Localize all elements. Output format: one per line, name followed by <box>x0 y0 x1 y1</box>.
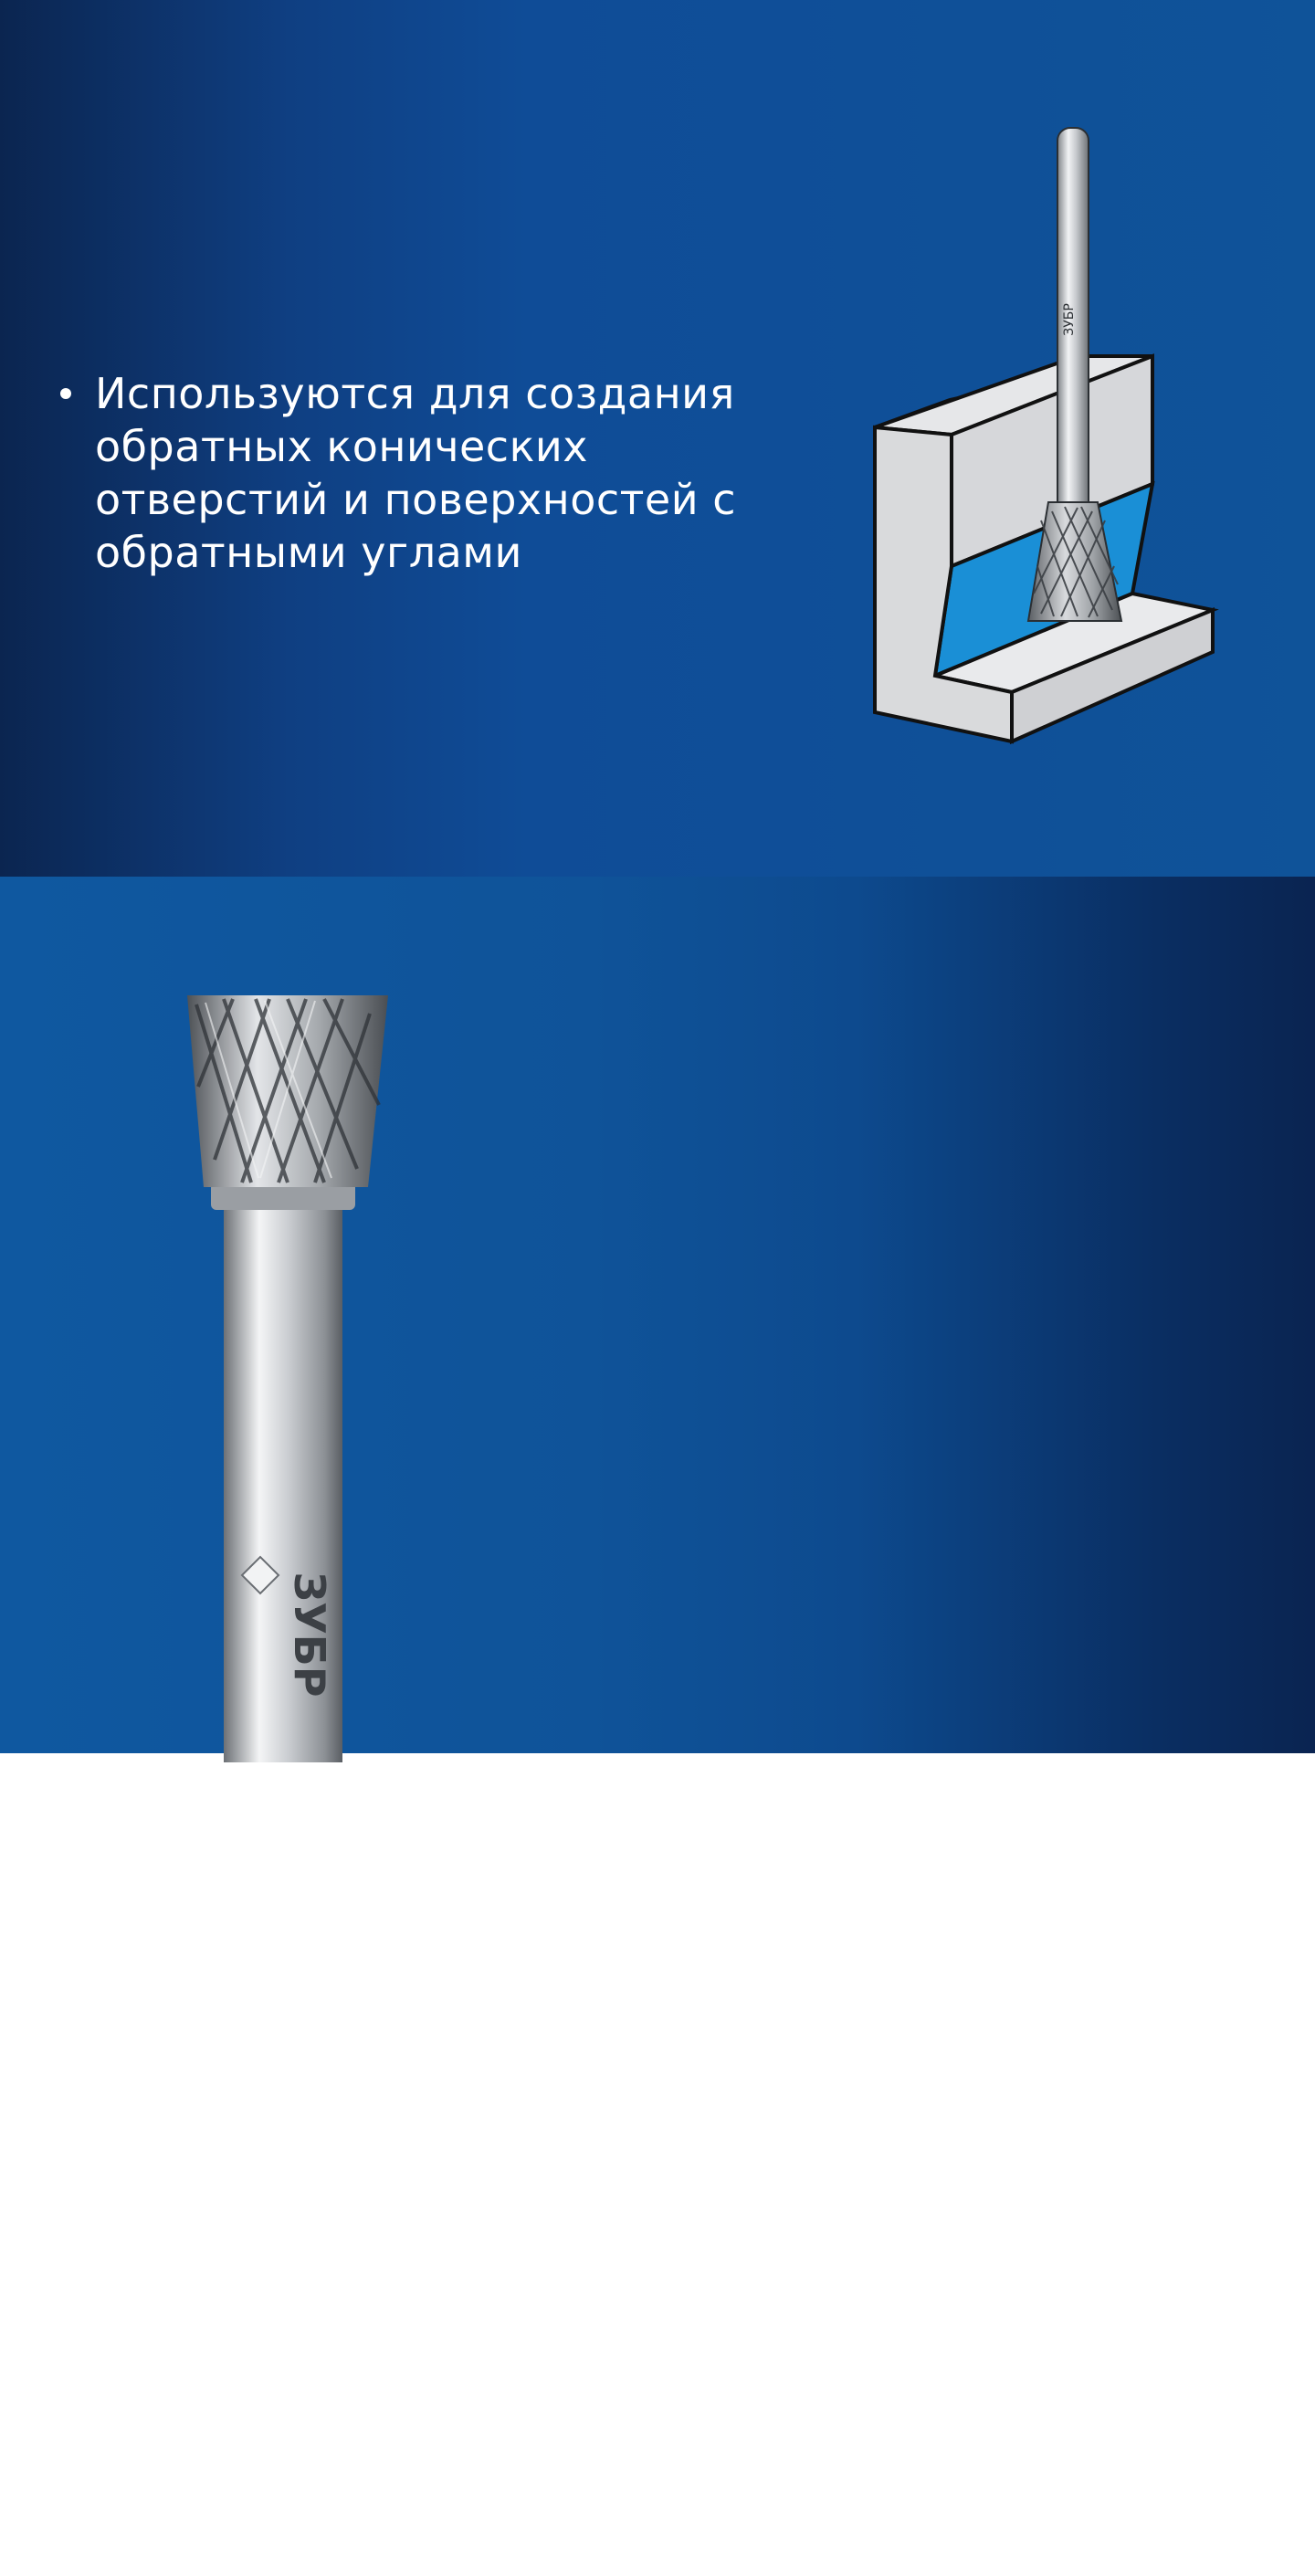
burr-closeup-illustration <box>178 995 406 1753</box>
workpiece-illustration <box>858 110 1242 767</box>
bullet-dot <box>542 2283 553 2294</box>
bottom-bullet-item <box>542 1897 1264 2056</box>
top-bullet-item <box>60 367 754 579</box>
bottom-panel <box>0 877 1315 2575</box>
bottom-bullet-text: Двойная заточка рабочей части подходит для большинства материалов <box>577 2264 1161 2419</box>
shaft-logo-text: ЗУБР <box>1062 303 1077 336</box>
top-bullet-text: Используются для создания обратных конических отверстий и поверхностей с обратными углами <box>95 369 737 577</box>
top-bullet-list <box>60 367 754 579</box>
article-number: арт. 28812-10-10 <box>1087 2550 1255 2575</box>
shaft-logo-text-large: ЗУБР <box>285 1572 334 1698</box>
bottom-bullet-list <box>542 1897 1264 2471</box>
bullet-dot <box>542 2127 553 2138</box>
bottom-bullet-text: Полностью автоматическая заточка <box>577 2108 1207 2210</box>
top-panel <box>0 0 1315 877</box>
bottom-bullet-item <box>542 2106 1264 2212</box>
bottom-bullet-text: Рабочая часть из мелко-зернистого твердого сплава марки ВК8 <box>577 1898 1225 2054</box>
bullet-dot <box>60 388 71 399</box>
bottom-bullet-item <box>542 2262 1264 2421</box>
bullet-dot <box>542 1918 553 1929</box>
